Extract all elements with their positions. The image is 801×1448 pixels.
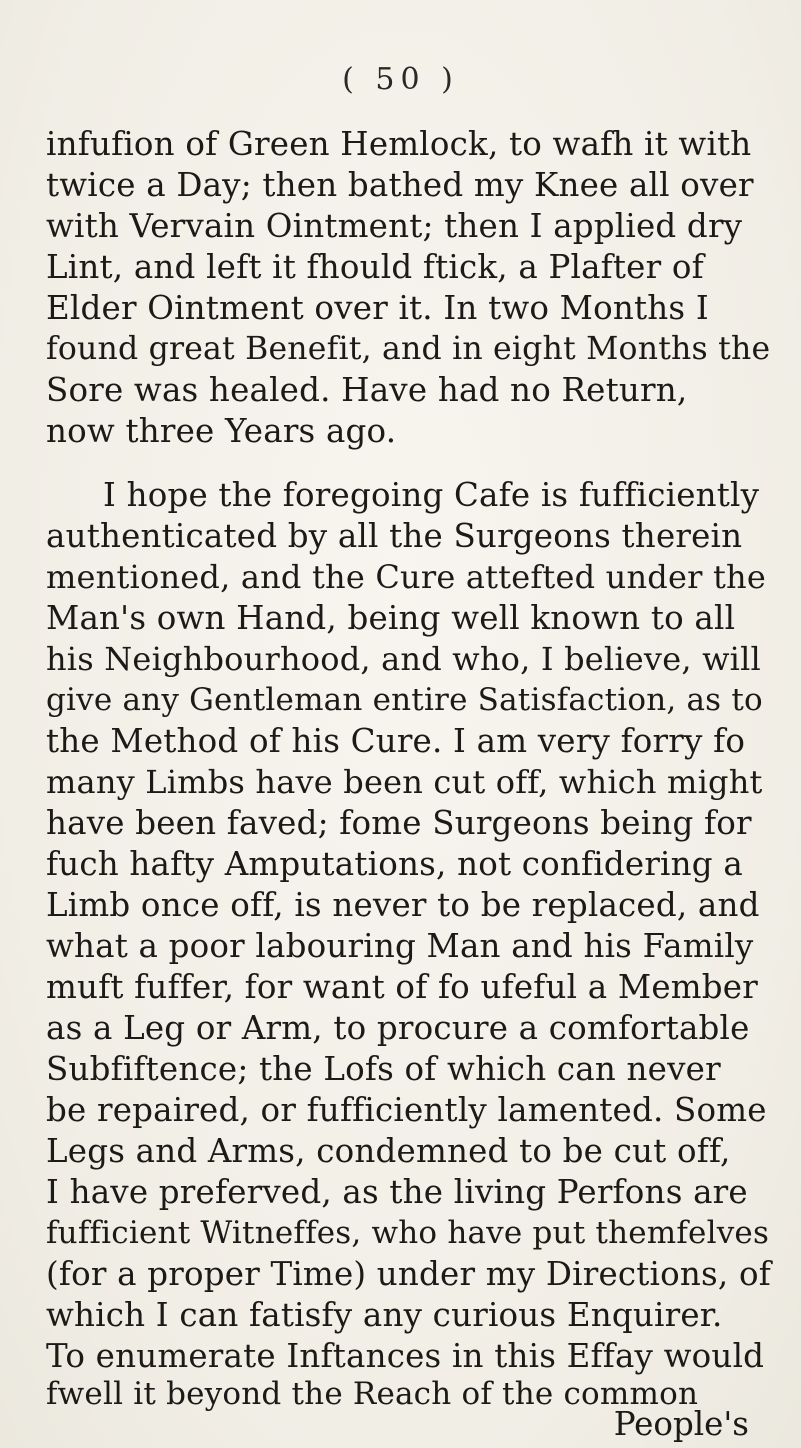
- text-line: (for a proper Time) under my Directions, of: [46, 1255, 771, 1293]
- text-line: be repaired, or fufficiently lamented. Some: [46, 1091, 767, 1129]
- text-line: mentioned, and the Cure attefted under the: [46, 558, 766, 596]
- paragraph-start-line: I hope the foregoing Cafe is fufficiently: [103, 476, 760, 514]
- text-line: Elder Ointment over it. In two Months I: [46, 289, 709, 327]
- text-line: infufion of Green Hemlock, to wafh it with: [46, 125, 752, 163]
- text-line: with Vervain Ointment; then I applied dry: [46, 207, 743, 245]
- text-line: To enumerate Inftances in this Effay would: [46, 1337, 765, 1375]
- text-line: authenticated by all the Surgeons therein: [46, 517, 743, 555]
- text-line: many Limbs have been cut off, which might: [46, 763, 763, 801]
- text-line: Lint, and left it fhould ftick, a Plafter of: [46, 248, 704, 286]
- text-line: have been faved; fome Surgeons being for: [46, 804, 752, 842]
- text-line: as a Leg or Arm, to procure a comfortable: [46, 1009, 750, 1047]
- text-line: Subfiftence; the Lofs of which can never: [46, 1050, 721, 1088]
- text-line: muft fuffer, for want of fo ufeful a Member: [46, 968, 758, 1006]
- text-line: the Method of his Cure. I am very forry fo: [46, 722, 746, 760]
- text-line: Man's own Hand, being well known to all: [46, 599, 736, 637]
- text-line: Sore was healed. Have had no Return,: [46, 371, 688, 409]
- text-line: fwell it beyond the Reach of the common: [46, 1376, 699, 1412]
- text-line: now three Years ago.: [46, 412, 397, 450]
- text-line: found great Benefit, and in eight Months the: [46, 331, 771, 367]
- catchword: People's: [613, 1405, 749, 1443]
- text-line: fufficient Witneffes, who have put themfelves: [46, 1215, 770, 1251]
- text-line: Limb once off, is never to be replaced, and: [46, 886, 760, 924]
- text-line: his Neighbourhood, and who, I believe, will: [46, 640, 761, 678]
- text-line: I have preferved, as the living Perfons are: [46, 1173, 748, 1211]
- page-number: ( 50 ): [342, 62, 459, 97]
- text-line: what a poor labouring Man and his Family: [46, 927, 754, 965]
- text-line: Legs and Arms, condemned to be cut off,: [46, 1132, 731, 1170]
- text-line: which I can fatisfy any curious Enquirer.: [46, 1296, 723, 1334]
- text-line: give any Gentleman entire Satisfaction, as to: [46, 682, 763, 718]
- text-line: fuch hafty Amputations, not confidering a: [46, 845, 743, 883]
- text-line: twice a Day; then bathed my Knee all over: [46, 166, 754, 204]
